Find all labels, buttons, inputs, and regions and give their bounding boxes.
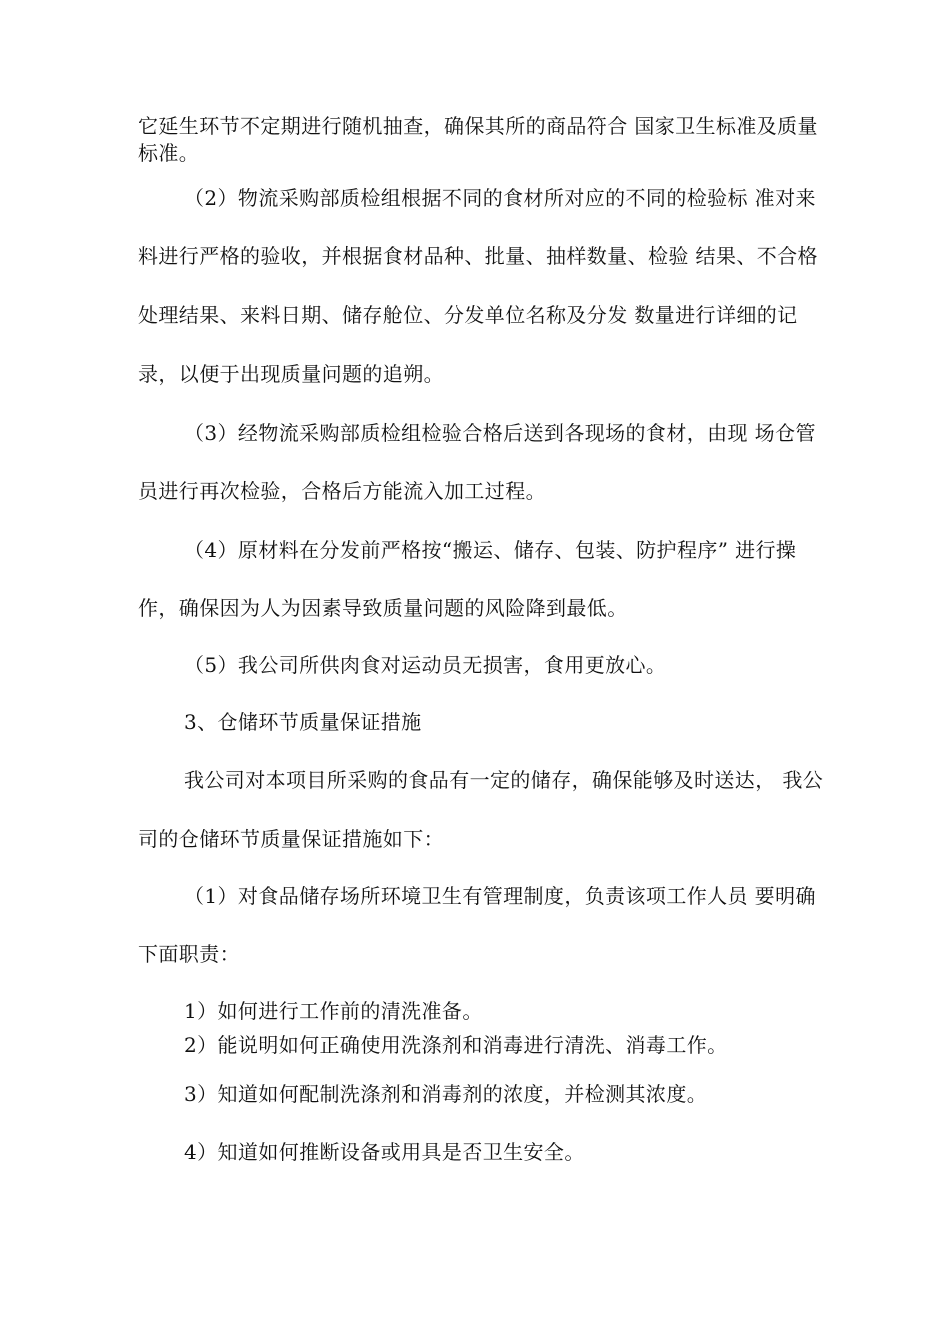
list-item: 4）知道如何推断设备或用具是否卫生安全。 [184, 1140, 585, 1164]
list-item: 2）能说明如何正确使用洗涤剂和消毒进行清洗、消毒工作。 [184, 1033, 728, 1057]
list-item: 1）如何进行工作前的清洗准备。 [184, 999, 483, 1023]
text-line: 处理结果、来料日期、储存舱位、分发单位名称及分发 数量进行详细的记 [138, 303, 798, 327]
paragraph-line: （3）经物流采购部质检组检验合格后送到各现场的食材，由现 场仓管 [184, 421, 816, 445]
paragraph-line: （1）对食品储存场所环境卫生有管理制度，负责该项工作人员 要明确 [184, 884, 816, 908]
paragraph-line: （4）原材料在分发前严格按“搬运、储存、包装、防护程序” 进行操 [184, 538, 797, 562]
list-item: 3）知道如何配制洗涤剂和消毒剂的浓度，并检测其浓度。 [184, 1082, 708, 1106]
paragraph-line: （5）我公司所供肉食对运动员无损害，食用更放心。 [184, 653, 667, 677]
text-line: 司的仓储环节质量保证措施如下： [138, 827, 444, 851]
text-line: 料进行严格的验收，并根据食材品种、批量、抽样数量、检验 结果、不合格 [138, 244, 818, 268]
text-line: 标准。 [138, 141, 200, 165]
text-line: 录，以便于出现质量问题的追朔。 [138, 362, 444, 386]
paragraph-line: 我公司对本项目所采购的食品有一定的储存，确保能够及时送达， 我公 [184, 768, 824, 792]
paragraph-line: （2）物流采购部质检组根据不同的食材所对应的不同的检验标 准对来 [184, 186, 816, 210]
text-line: 它延生环节不定期进行随机抽查，确保其所的商品符合 国家卫生标准及质量 [138, 114, 818, 138]
text-line: 下面职责： [138, 942, 240, 966]
section-heading: 3、仓储环节质量保证措施 [184, 710, 422, 734]
text-line: 员进行再次检验，合格后方能流入加工过程。 [138, 479, 546, 503]
text-line: 作，确保因为人为因素导致质量问题的风险降到最低。 [138, 596, 628, 620]
